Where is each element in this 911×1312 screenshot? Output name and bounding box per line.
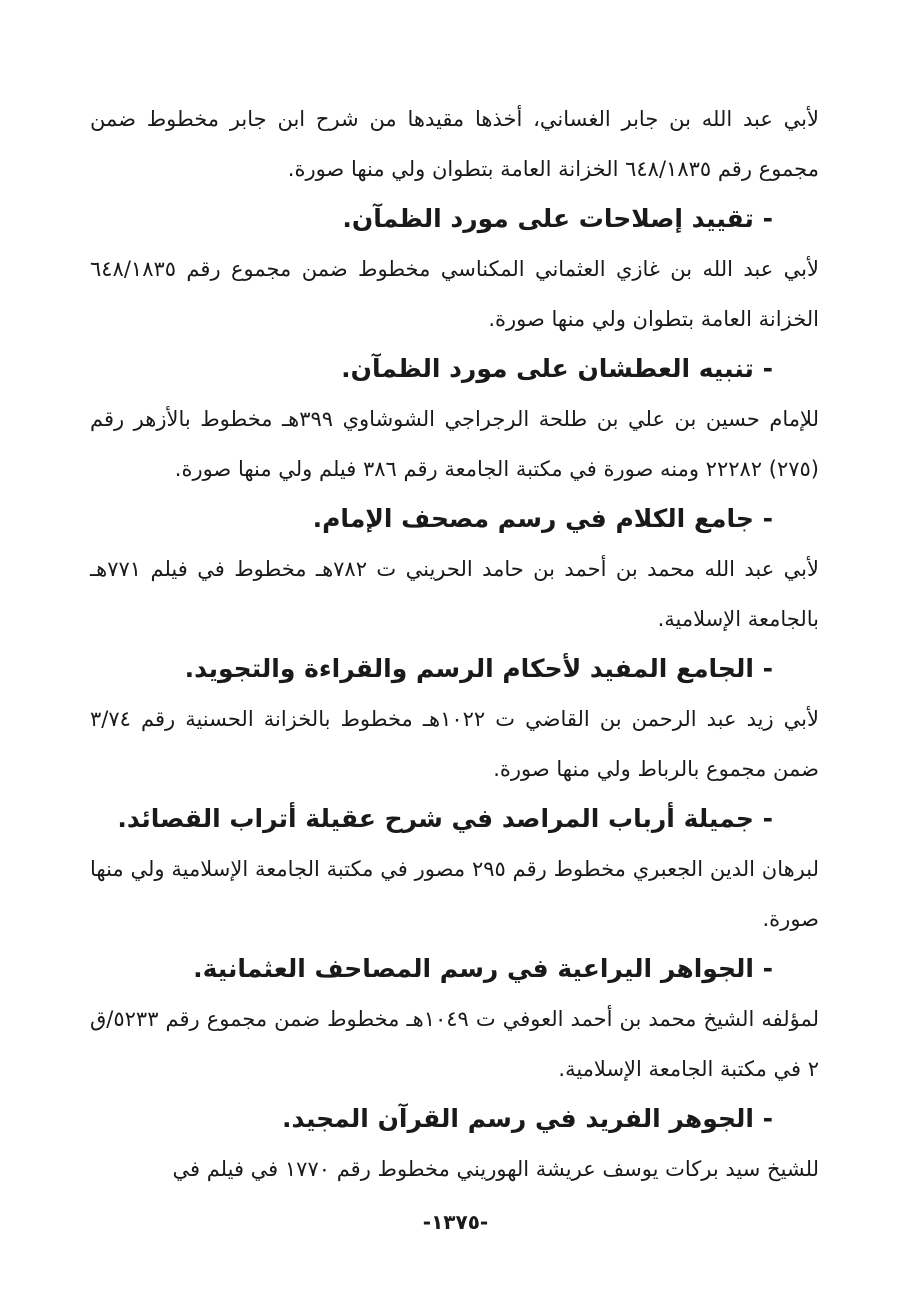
entry-description-8: للشيخ سيد بركات يوسف عريشة الهوريني مخطوط رقم ١٧٧٠ في فيلم في (172, 1157, 819, 1181)
entry-description-6: لبرهان الدين الجعبري مخطوط رقم ٢٩٥ مصور في مكتبة الجامعة الإسلامية ولي منها صورة. (90, 857, 819, 931)
entry-description-1: لأبي عبد الله بن جابر الغساني، أخذها مقيدها من شرح ابن جابر مخطوط ضمن مجموع رقم ٦٤٨/١٨٣٥ الخزانة العامة بتطوان ولي منها صورة. (90, 107, 819, 181)
entry-description-5: لأبي زيد عبد الرحمن بن القاضي ت ١٠٢٢هـ مخطوط بالخزانة الحسنية رقم ٣/٧٤ ضمن مجموع بالرباط ولي منها صورة. (90, 707, 819, 781)
entry-title-al-jami-al-mufid: - الجامع المفيد لأحكام الرسم والقراءة والتجويد. (184, 654, 773, 683)
entry-title-al-jawahir-al-yaraiya: - الجواهر اليراعية في رسم المصاحف العثمانية. (193, 954, 773, 983)
entry-title-jamilat-arbab: - جميلة أرباب المراصد في شرح عقيلة أتراب القصائد. (117, 804, 773, 833)
entry-description-4: لأبي عبد الله محمد بن أحمد بن حامد الحريني ت ٧٨٢هـ مخطوط في فيلم ٧٧١هـ بالجامعة الإسلامية. (90, 557, 819, 631)
entry-title-jami-al-kalam: - جامع الكلام في رسم مصحف الإمام. (312, 504, 773, 533)
page-number: -١٣٧٥- (422, 1210, 489, 1234)
entry-title-taqyid-islahat: - تقييد إصلاحات على مورد الظمآن. (342, 204, 773, 233)
entry-title-al-jawhar-al-farid: - الجوهر الفريد في رسم القرآن المجيد. (282, 1104, 773, 1133)
entry-title-tanbih-al-atshan: - تنبيه العطشان على مورد الظمآن. (341, 354, 773, 383)
entry-description-7: لمؤلفه الشيخ محمد بن أحمد العوفي ت ١٠٤٩هـ مخطوط ضمن مجموع رقم ٥٢٣٣/ق ٢ في مكتبة الجامعة الإسلامية. (90, 1007, 819, 1081)
page-body (90, 94, 819, 1194)
entry-description-2: لأبي عبد الله بن غازي العثماني المكناسي مخطوط ضمن مجموع رقم ٦٤٨/١٨٣٥ الخزانة العامة بتطوان ولي منها صورة. (90, 257, 819, 331)
entry-description-3: للإمام حسين بن علي بن طلحة الرجراجي الشوشاوي ٣٩٩هـ مخطوط بالأزهر رقم (٢٧٥) ٢٢٢٨٢ ومنه صورة في مكتبة الجامعة رقم ٣٨٦ فيلم ولي منها صورة. (90, 407, 819, 481)
